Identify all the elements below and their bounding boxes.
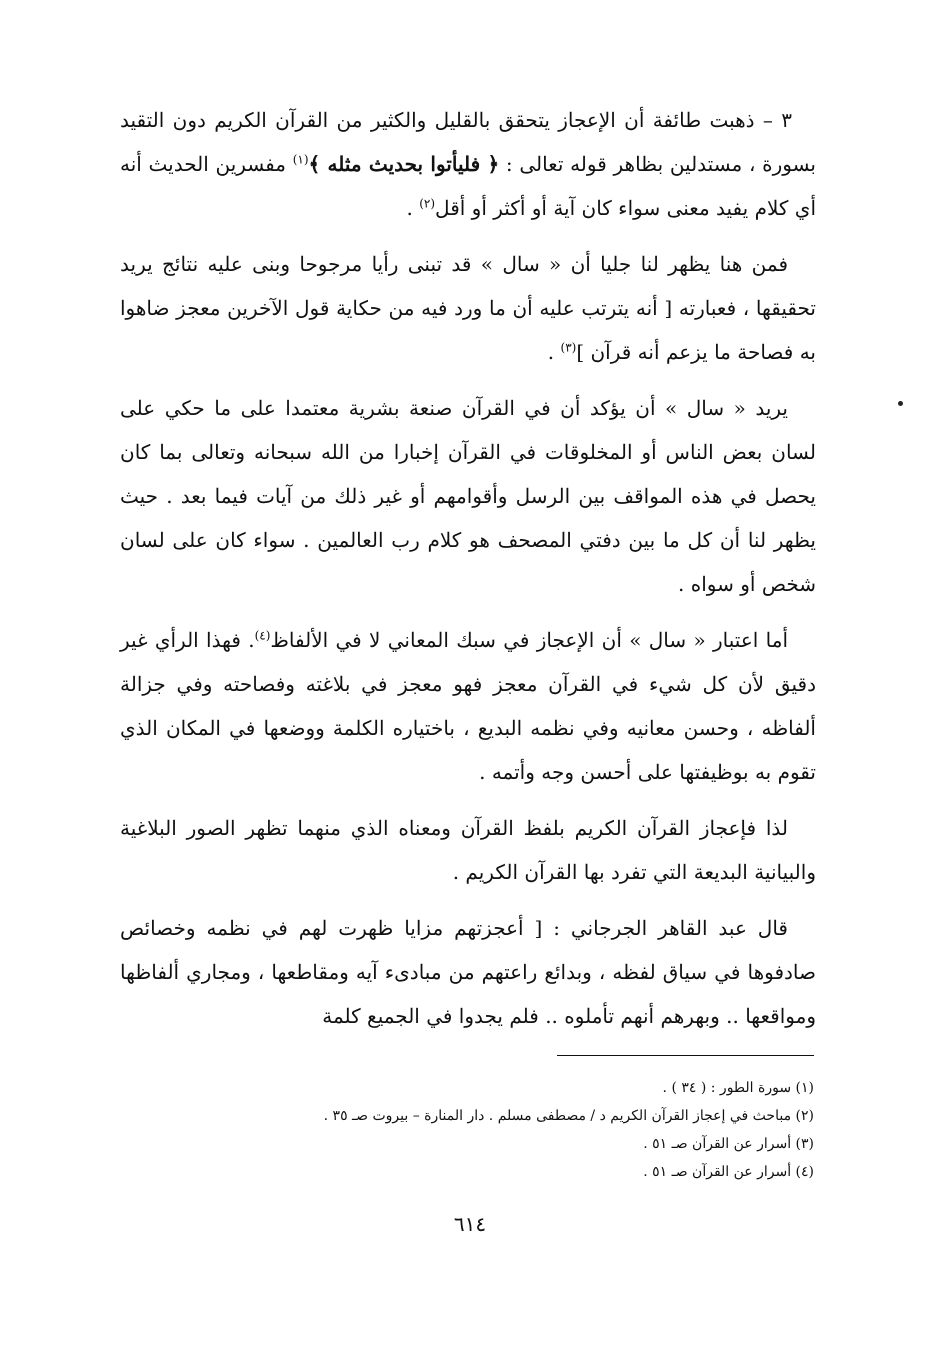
paragraph-5 bbox=[120, 806, 816, 894]
paragraph-6-text: قال عبد القاهر الجرجاني : [ أعجزتهم مزايا ظهرت لهم في نظمه وخصائص صادفوها في سياق لفظه ، وبدائع راعتهم من مبادىء آيه ومقاطعها ، ومجاري ألفاظها ومواقعها .. وبهرهم أنهم تأملوه .. فلم يجدوا في الجميع كلمة bbox=[120, 916, 816, 1028]
paragraph-1 bbox=[120, 98, 816, 230]
footnote-4: (٤) أسرار عن القرآن صـ ٥١ . bbox=[643, 1164, 814, 1180]
paragraph-3 bbox=[120, 386, 816, 606]
paragraph-4-text: أما اعتبار « سال » أن الإعجاز في سبك المعاني لا في الألفاظ bbox=[270, 628, 788, 652]
paragraph-1-text-middle: مفسرين الحديث أنه أي كلام يفيد معنى سواء كان آية أو أكثر أو أقل bbox=[120, 152, 816, 220]
footnote-ref-2: (٢) bbox=[419, 196, 436, 211]
margin-dot-mark bbox=[898, 401, 903, 406]
paragraph-6 bbox=[120, 906, 816, 1038]
paragraph-2-text: فمن هنا يظهر لنا جليا أن « سال » قد تبنى رأيا مرجوحا وبنى عليه نتائج يريد تحقيقها ، فعبارته [ أنه يترتب عليه أن ما ورد فيه من حكاية قول الآخرين معجز ضاهوا به فصاحة ما يزعم أنه قرآن ] bbox=[120, 252, 816, 364]
footnote-3: (٣) أسرار عن القرآن صـ ٥١ . bbox=[643, 1136, 814, 1152]
page-number: ٦١٤ bbox=[453, 1212, 487, 1236]
footnotes bbox=[180, 1074, 814, 1186]
footnote-ref-3: (٣) bbox=[560, 340, 577, 355]
footnote-2: (٢) مباحث في إعجاز القرآن الكريم د / مصطفى مسلم . دار المنارة – بيروت صـ ٣٥ . bbox=[323, 1108, 814, 1124]
paragraph-3-text: يريد « سال » أن يؤكد أن في القرآن صنعة بشرية معتمدا على ما حكي على لسان بعض الناس أو المخلوقات في القرآن إخبارا من الله سبحانه وتعالى بما كان يحصل في هذه المواقف بين الرسل وأقوامهم أو غير ذلك من آيات فيما بعد . حيث يظهر لنا أن كل ما بين دفتي المصحف هو كلام رب العالمين . سواء كان على لسان شخص أو سواه . bbox=[120, 396, 816, 596]
footnote-divider bbox=[557, 1055, 814, 1056]
paragraph-4-text-end: . فهذا الرأي غير دقيق لأن كل شيء في القرآن معجز فهو معجز في بلاغته وفصاحته وفي جزالة ألفاظه ، وحسن معانيه وفي نظمه البديع ، باختياره الكلمة ووضعها في المكان الذي تقوم به بوظيفتها على أحسن وجه وأتمه . bbox=[120, 628, 816, 784]
paragraph-2-text-end: . bbox=[547, 340, 561, 364]
paragraph-4 bbox=[120, 618, 816, 794]
paragraph-1-text-start: ٣ – ذهبت طائفة أن الإعجاز يتحقق بالقليل والكثير من القرآن الكريم دون التقيد بسورة ، مستدلين بظاهر قوله تعالى : bbox=[120, 108, 816, 176]
paragraph-5-text: لذا فإعجاز القرآن الكريم بلفظ القرآن ومعناه الذي منهما تظهر الصور البلاغية والبيانية البديعة التي تفرد بها القرآن الكريم . bbox=[120, 816, 816, 884]
paragraph-2 bbox=[120, 242, 816, 374]
paragraph-1-text-end: . bbox=[406, 196, 420, 220]
footnote-ref-1: (١) bbox=[292, 152, 309, 167]
footnote-1: (١) سورة الطور : ( ٣٤ ) . bbox=[662, 1080, 814, 1096]
main-text bbox=[120, 98, 816, 1050]
footnote-ref-4: (٤) bbox=[254, 628, 271, 643]
quran-verse: ﴿ فليأتوا بحديث مثله ﴾ bbox=[308, 152, 500, 176]
